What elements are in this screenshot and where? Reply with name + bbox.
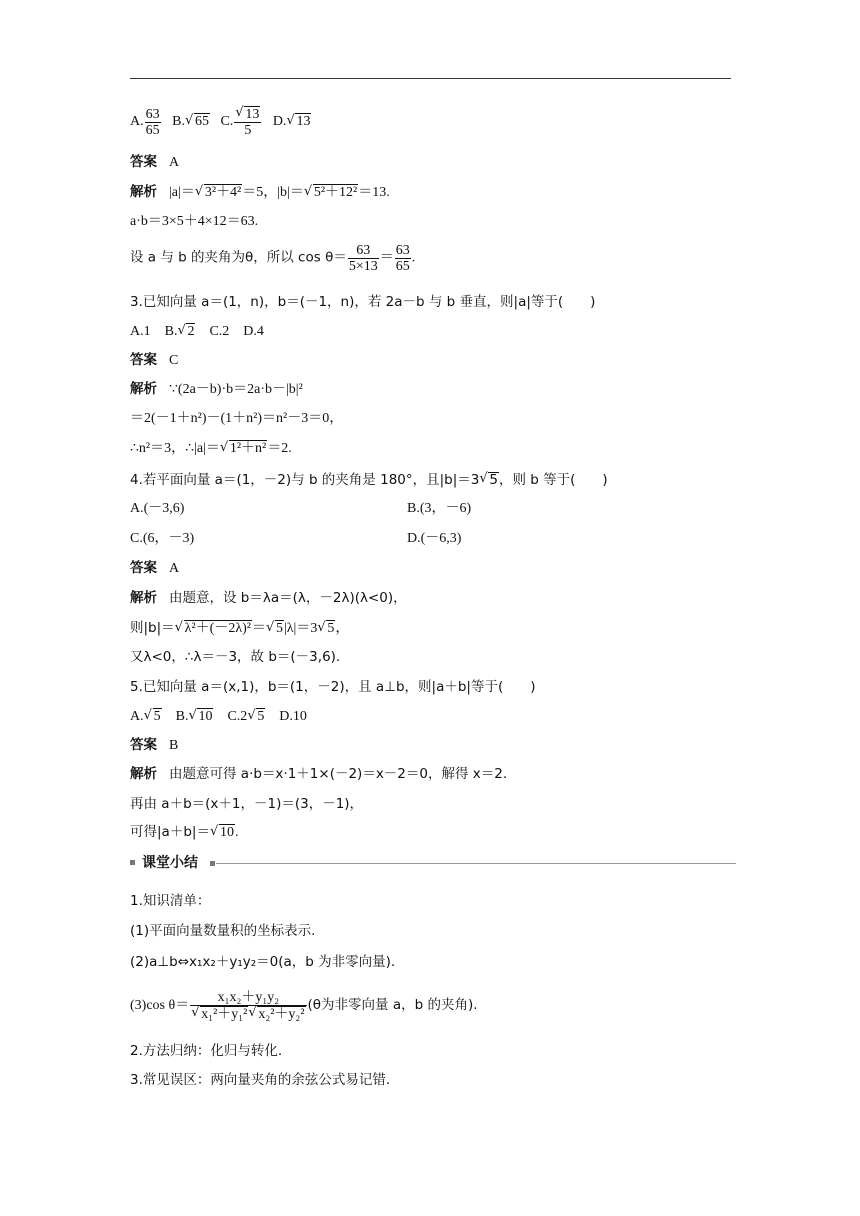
q3-analysis-line3: ∴n²＝3，∴|a|＝√ 1²＋n²＝2.: [130, 440, 292, 458]
summary-line3: (2)a⊥b⇔x₁x₂＋y₁y₂＝0(a，b 为非零向量).: [130, 954, 396, 970]
q2-analysis-line3: 设 a 与 b 的夹角为θ，所以 cos θ＝ $\frac{63}{5\times 13}$ ＝ $\frac{63}{65}$ .: [130, 243, 416, 274]
q5-analysis-line3: 可得|a＋b|＝√ 10.: [130, 823, 238, 842]
summary-line1: 1.知识清单：: [130, 893, 211, 909]
q2-answer: [130, 153, 179, 172]
q3-options: A.1 B.√ 2 C.2 D.4: [130, 323, 264, 341]
option-b-radical: √ 65: [185, 113, 210, 131]
q4-answer: 答案 A: [130, 560, 180, 576]
option-a-fraction: $\frac{63}{65}$: [145, 106, 160, 138]
q2-analysis-line2: a·b＝3×5＋4×12＝63.: [130, 214, 259, 229]
q3-stem: 3.已知向量 a＝(1，n)，b＝(－1，n)，若 2a－b 与 b 垂直，则|a|等于( ): [130, 294, 596, 310]
option-d-radical: √ 13: [286, 113, 311, 131]
q4-option-b: B.(3，－6): [407, 501, 472, 516]
q4-option-d: D.(－6,3): [407, 531, 462, 546]
q3-analysis-line2: ＝2(－1＋n²)－(1＋n²)＝n²－3＝0，: [130, 411, 344, 426]
q4-analysis-line1: 解析 由题意，设 b＝λa＝(λ，－2λ)(λ<0)，: [130, 590, 407, 606]
q2-options: [130, 106, 311, 138]
section-bullet-icon: [130, 860, 135, 865]
answer-label: 答案: [130, 154, 157, 170]
analysis-label: 解析: [130, 184, 157, 200]
summary-line2: (1)平面向量数量积的坐标表示.: [130, 923, 316, 939]
q5-answer: 答案 B: [130, 737, 179, 753]
q4-stem: 4.若平面向量 a＝(1，－2)与 b 的夹角是 180°，且|b|＝3√ 5，则 b 等于( ): [130, 471, 608, 489]
summary-line4: (3)cos θ＝ x₁x₂＋y₁y₂ √ x₁²＋y₁²√ x₂²＋y₂² (θ为非零向量 a，b 的夹角).: [130, 990, 478, 1022]
q5-analysis-line1: 解析 由题意可得 a·b＝x·1＋1×(－2)＝x－2＝0，解得 x＝2.: [130, 766, 508, 782]
section-dot-icon: [210, 861, 215, 866]
q4-option-c: C.(6，－3): [130, 531, 195, 546]
section-header-summary: [130, 853, 736, 873]
q3-answer: 答案 C: [130, 352, 179, 368]
header-rule: [130, 78, 731, 79]
q4-analysis-line3: 又λ<0，∴λ＝－3，故 b＝(－3,6).: [130, 649, 341, 665]
option-c-label: C.: [220, 114, 234, 130]
section-title: 课堂小结: [142, 855, 198, 871]
q2-analysis-line1: 解析 |a|＝√ 3²＋4²＝5，|b|＝√ 5²＋12²＝13.: [130, 183, 390, 202]
option-a-label: A.: [130, 114, 144, 130]
q5-analysis-line2: 再由 a＋b＝(x＋1，－1)＝(3，－1)，: [130, 796, 364, 812]
answer-value: A: [169, 155, 180, 170]
option-b-label: B.: [172, 114, 185, 130]
q5-options: A.√ 5 B.√ 10 C.2√ 5 D.10: [130, 708, 307, 726]
summary-line5: 2.方法归纳：化归与转化.: [130, 1043, 283, 1059]
section-divider: [216, 863, 736, 864]
q3-analysis-line1: 解析 ∵(2a－b)·b＝2a·b－|b|²: [130, 381, 303, 397]
q4-analysis-line2: 则|b|＝√ λ²＋(－2λ)²＝√ 5|λ|＝3√ 5，: [130, 619, 349, 638]
q5-stem: 5.已知向量 a＝(x,1)，b＝(1，－2)，且 a⊥b，则|a＋b|等于( ): [130, 679, 536, 695]
option-c-fraction: √ $\frac{13}{5}$: [234, 106, 261, 138]
option-d-label: D.: [272, 114, 287, 130]
summary-line6: 3.常见误区：两向量夹角的余弦公式易记错.: [130, 1072, 391, 1088]
q4-option-a: A.(－3,6): [130, 501, 185, 516]
